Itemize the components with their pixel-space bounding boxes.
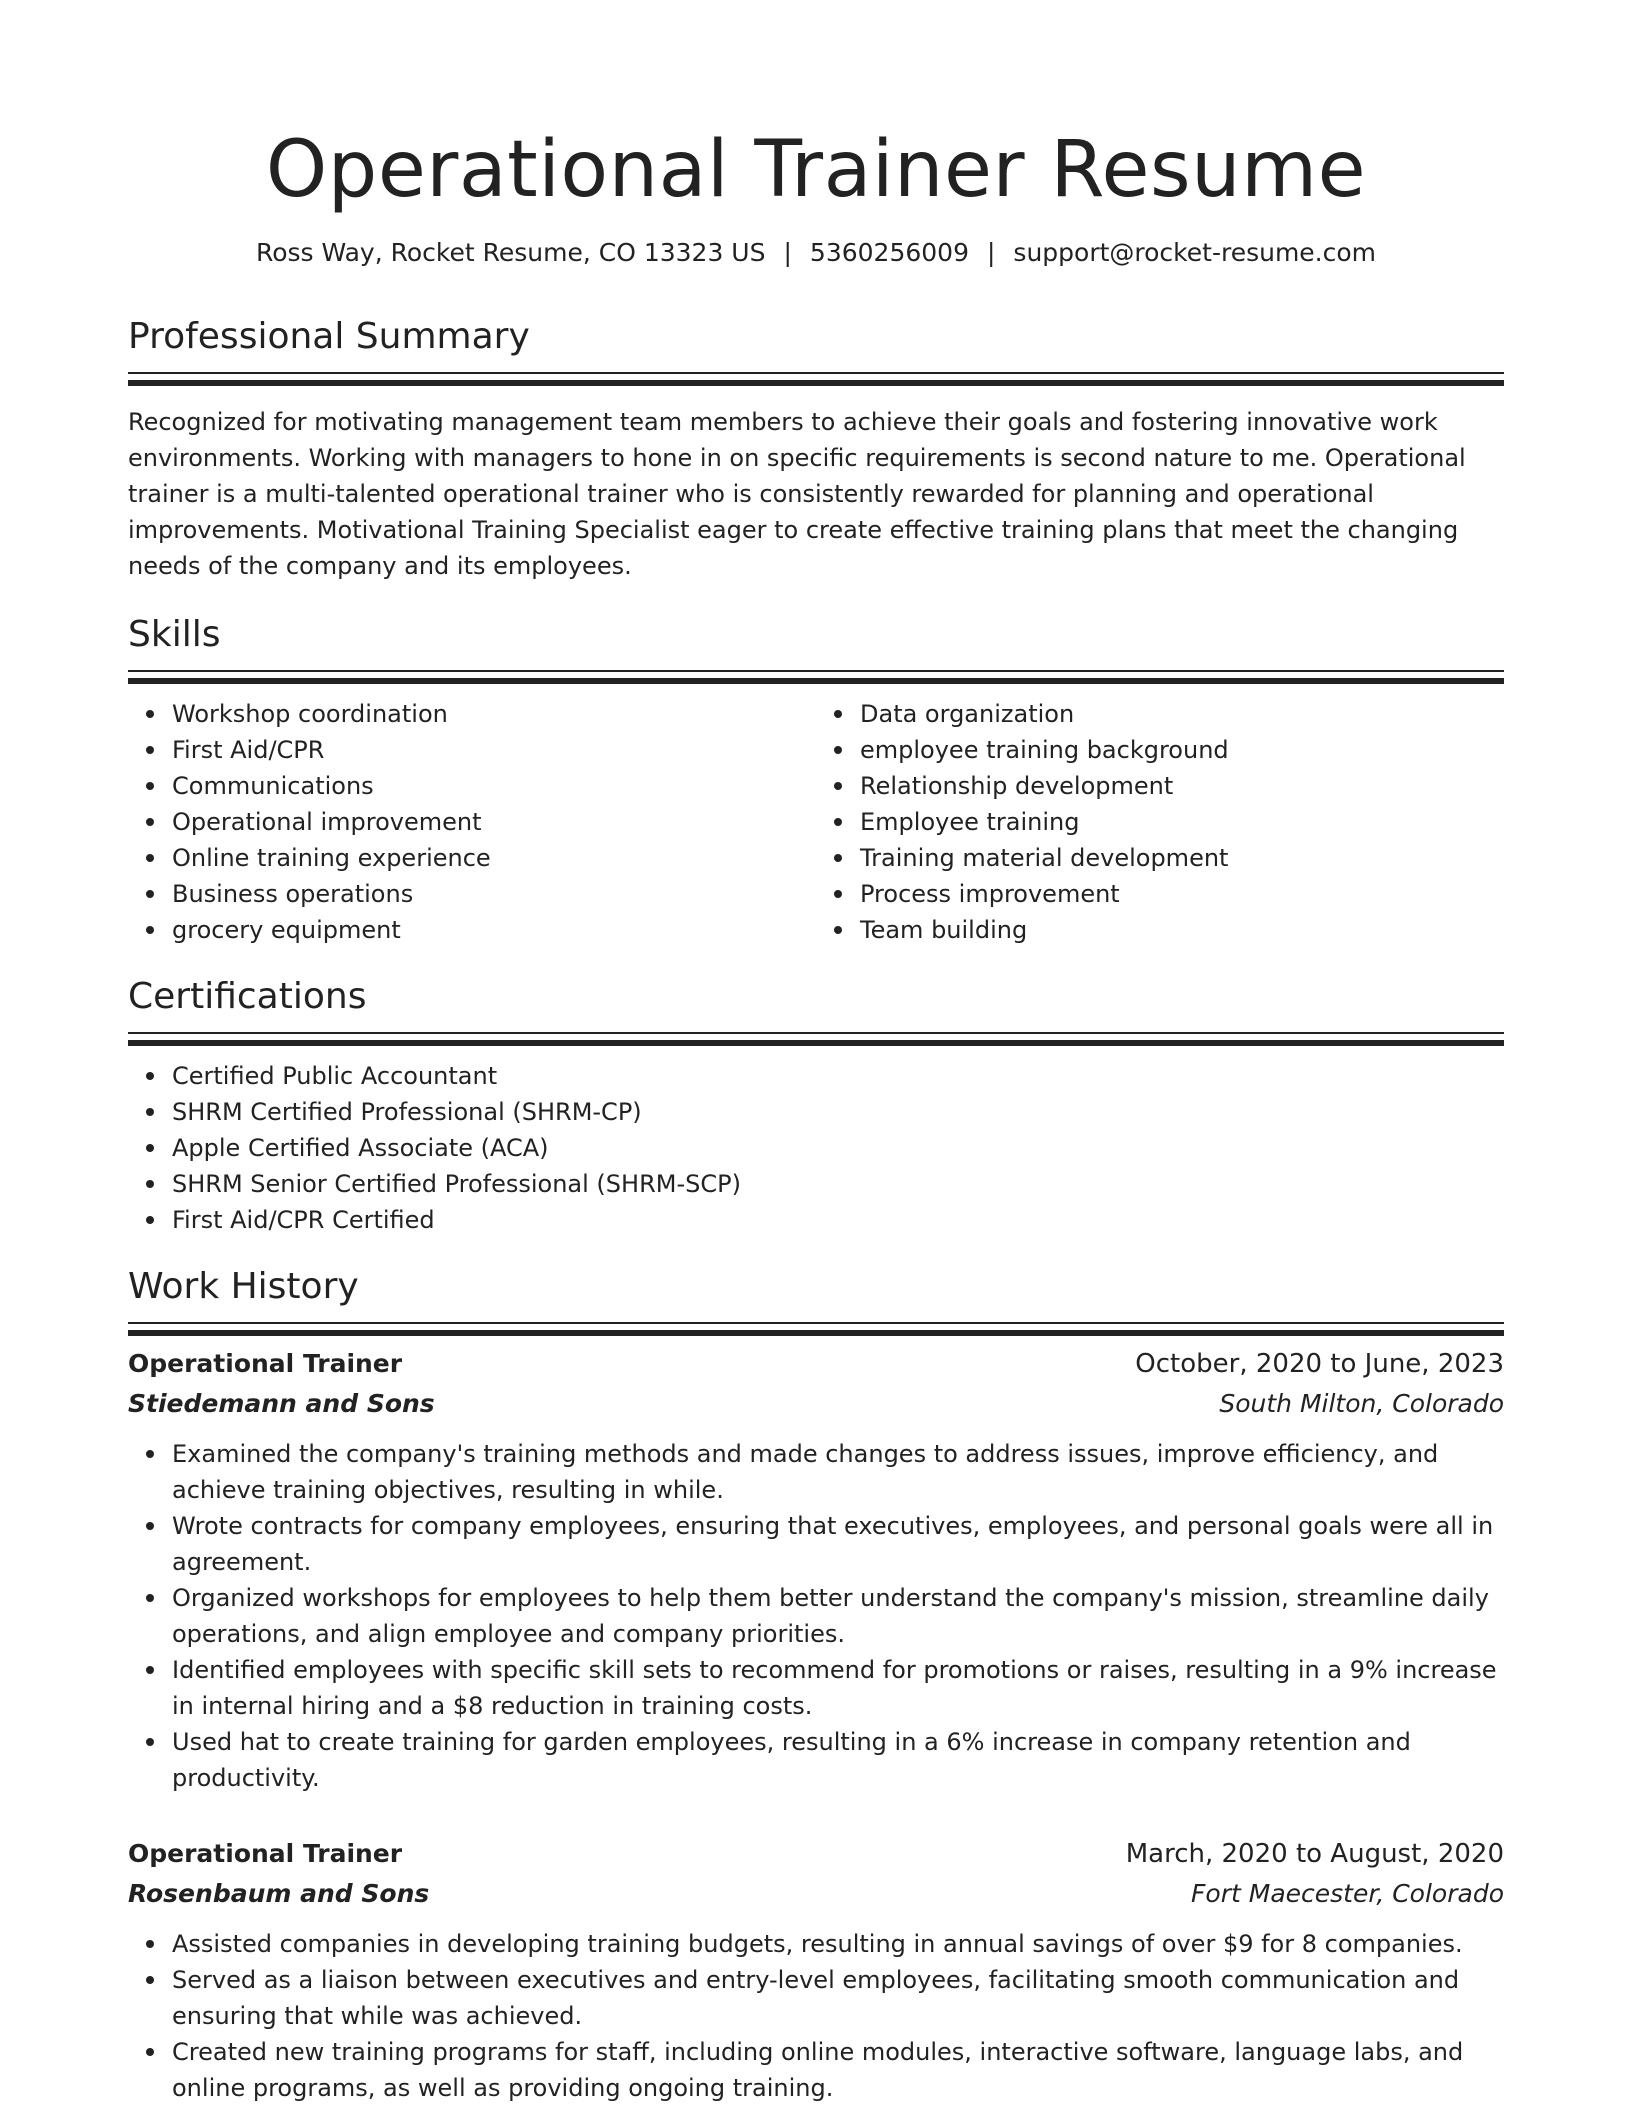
list-item: First Aid/CPR [172, 732, 816, 768]
list-item: Assisted companies in developing training budgets, resulting in annual savings of over $9 for 8 companies. [172, 1926, 1504, 1962]
job-entry [128, 1344, 1504, 1796]
list-item: Process improvement [860, 876, 1504, 912]
section-divider [128, 1032, 1504, 1034]
list-item: Training material development [860, 840, 1504, 876]
list-item: Online training experience [172, 840, 816, 876]
contact-separator: | [783, 238, 792, 267]
section-divider [128, 670, 1504, 672]
skills-list-right [816, 696, 1504, 948]
job-company: Stiedemann and Sons [128, 1389, 435, 1418]
job-dates: October, 2020 to June, 2023 [1135, 1349, 1504, 1379]
job-title: Operational Trainer [128, 1839, 403, 1868]
list-item: grocery equipment [172, 912, 816, 948]
job-entry [128, 1834, 1504, 2106]
section-divider [128, 372, 1504, 374]
professional-summary-section [128, 314, 1504, 584]
contact-line [128, 236, 1504, 270]
contact-address: Ross Way, Rocket Resume, CO 13323 US [255, 238, 766, 267]
resume-title: Operational Trainer Resume [265, 125, 1367, 215]
certifications-section [128, 974, 1504, 1238]
job-bullets [128, 1436, 1504, 1796]
work-history-section [128, 1264, 1504, 2106]
list-item: Apple Certified Associate (ACA) [172, 1130, 1504, 1166]
section-heading: Certifications [128, 976, 367, 1017]
list-item: Workshop coordination [172, 696, 816, 732]
list-item: Team building [860, 912, 1504, 948]
list-item: Used hat to create training for garden employees, resulting in a 6% increase in company retention and productivity. [172, 1724, 1504, 1796]
job-header-row [128, 1834, 1504, 1874]
skills-list-left [128, 696, 816, 948]
job-company-row [128, 1384, 1504, 1424]
contact-email: support@rocket-resume.com [1013, 238, 1377, 267]
contact-separator: | [986, 238, 996, 267]
list-item: Certified Public Accountant [172, 1058, 1504, 1094]
job-title: Operational Trainer [128, 1349, 403, 1378]
list-item: First Aid/CPR Certified [172, 1202, 1504, 1238]
list-item: Employee training [860, 804, 1504, 840]
list-item: Relationship development [860, 768, 1504, 804]
list-item: Data organization [860, 696, 1504, 732]
skills-columns [128, 696, 1504, 948]
list-item: Identified employees with specific skill sets to recommend for promotions or raises, resulting in a 9% increase in internal hiring and a $8 reduction in training costs. [172, 1652, 1504, 1724]
list-item: Business operations [172, 876, 816, 912]
list-item: Created new training programs for staff, including online modules, interactive software, language labs, and online programs, as well as providing ongoing training. [172, 2034, 1504, 2106]
list-item: SHRM Senior Certified Professional (SHRM-SCP) [172, 1166, 1504, 1202]
job-company-row [128, 1874, 1504, 1914]
resume-page [128, 0, 1504, 2106]
list-item: Communications [172, 768, 816, 804]
list-item: Examined the company's training methods and made changes to address issues, improve efficiency, and achieve training objectives, resulting in while. [172, 1436, 1504, 1508]
list-item: Wrote contracts for company employees, ensuring that executives, employees, and personal goals were all in agreement. [172, 1508, 1504, 1580]
skills-section [128, 612, 1504, 948]
section-heading: Professional Summary [128, 316, 530, 357]
section-heading: Work History [128, 1266, 359, 1307]
section-divider [128, 1322, 1504, 1324]
summary-text: Recognized for motivating management team members to achieve their goals and fostering innovative work environments. Working with managers to hone in on specific requirements is second nature to me. Operational trainer is a multi-talented operational trainer who is consistently rewarded for planning and operational improvements. Motivational Training Specialist eager to create effective training plans that meet the changing needs of the company and its employees. [128, 408, 1466, 580]
list-item: Organized workshops for employees to help them better understand the company's mission, streamline daily operations, and align employee and company priorities. [172, 1580, 1504, 1652]
job-header-row [128, 1344, 1504, 1384]
job-bullets [128, 1926, 1504, 2106]
job-location: South Milton, Colorado [1219, 1389, 1504, 1418]
list-item: Served as a liaison between executives and entry-level employees, facilitating smooth communication and ensuring that while was achieved. [172, 1962, 1504, 2034]
list-item: Operational improvement [172, 804, 816, 840]
job-dates: March, 2020 to August, 2020 [1125, 1839, 1504, 1869]
list-item: SHRM Certified Professional (SHRM-CP) [172, 1094, 1504, 1130]
contact-phone: 5360256009 [809, 238, 969, 267]
list-item: employee training background [860, 732, 1504, 768]
job-location: Fort Maecester, Colorado [1191, 1879, 1504, 1908]
section-heading: Skills [128, 614, 221, 655]
job-company: Rosenbaum and Sons [128, 1879, 430, 1908]
certifications-list [128, 1058, 1504, 1238]
